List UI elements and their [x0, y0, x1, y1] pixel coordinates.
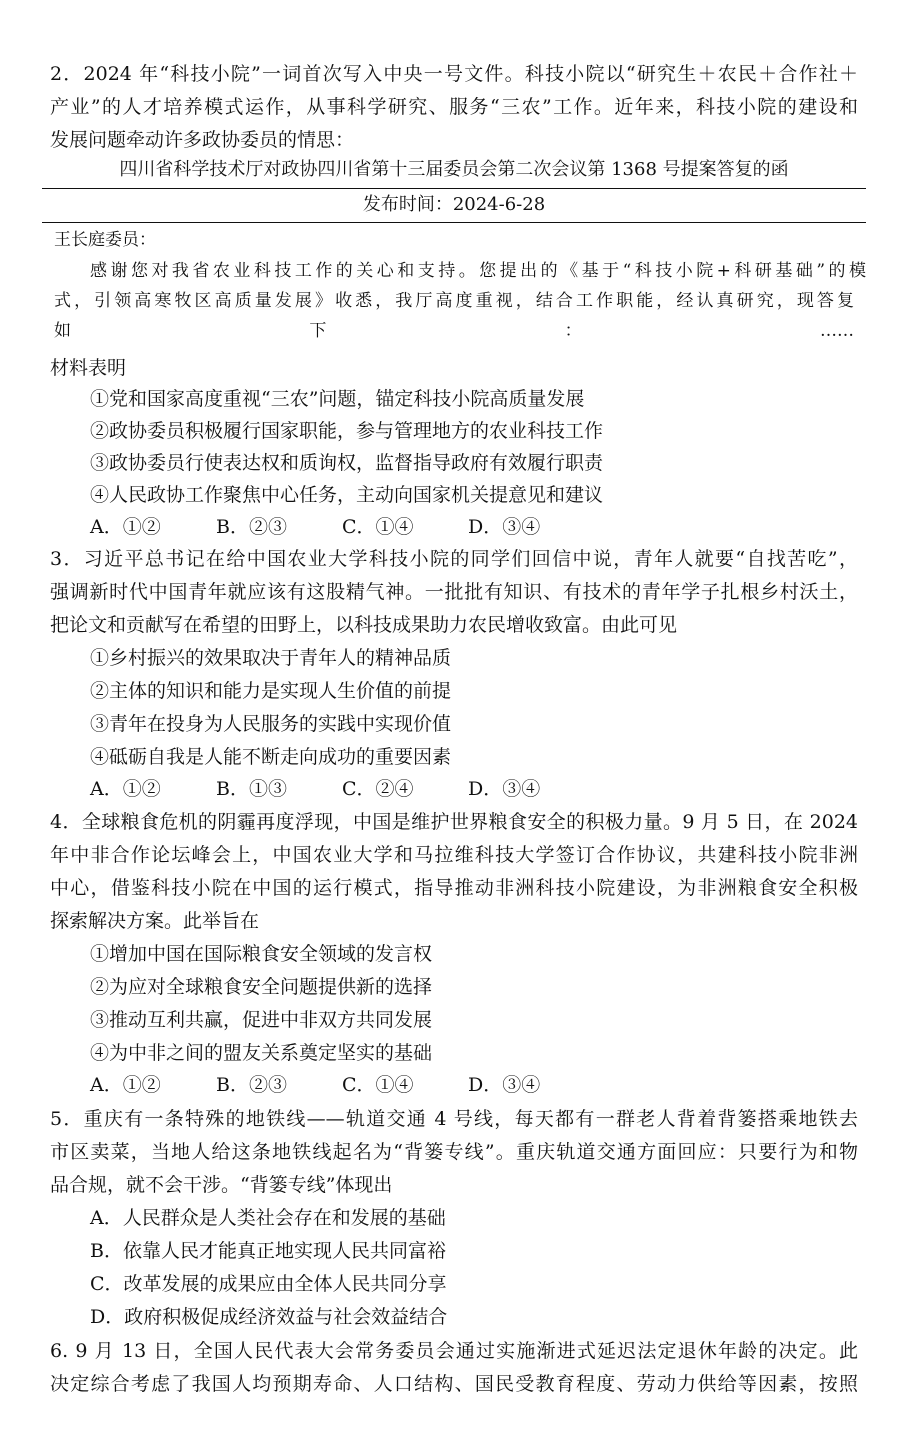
q2-option-2: ②政协委员积极履行国家职能，参与管理地方的农业科技工作	[90, 420, 604, 442]
q4-stem-line-4: 探索解决方案。此举旨在	[50, 910, 260, 932]
reply-letter-date: 发布时间：2024-6-28	[362, 194, 546, 215]
q5-option-c[interactable]: C．改革发展的成果应由全体人民共同分享	[90, 1273, 447, 1295]
q3-choice-a[interactable]: A．①②	[90, 778, 161, 800]
q2-lead: 材料表明	[50, 357, 127, 379]
q3-option-3: ③青年在投身为人民服务的实践中实现价值	[90, 713, 452, 735]
q3-stem-line-3: 把论文和贡献写在希望的田野上，以科技成果助力农民增收致富。由此可见	[50, 614, 678, 636]
q2-choices	[90, 511, 594, 543]
letter-body-line-1: 感谢您对我省农业科技工作的关心和支持。您提出的《基于“科技小院+科研基础”的模	[90, 261, 866, 281]
q4-option-4: ④为中非之间的盟友关系奠定坚实的基础	[90, 1042, 433, 1064]
q5-option-a[interactable]: A．人民群众是人类社会存在和发展的基础	[90, 1207, 446, 1229]
q5-stem-line-3: 品合规，就不会干涉。“背篓专线”体现出	[50, 1174, 393, 1196]
q2-option-4: ④人民政协工作聚焦中心任务，主动向国家机关提意见和建议	[90, 484, 604, 506]
q4-option-1: ①增加中国在国际粮食安全领域的发言权	[90, 943, 433, 965]
divider-bottom	[42, 222, 866, 223]
q5-stem-line-2: 市区卖菜，当地人给这条地铁线起名为“背篓专线”。重庆轨道交通方面回应：只要行为和物	[50, 1141, 858, 1163]
q4-choices	[90, 1069, 594, 1101]
q2-option-1: ①党和国家高度重视“三农”问题，锚定科技小院高质量发展	[90, 388, 585, 410]
q4-choice-b[interactable]: B．②③	[216, 1074, 287, 1096]
q4-stem-line-1: 4．全球粮食危机的阴霾再度浮现，中国是维护世界粮食安全的积极力量。9 月 5 日，在 2024	[50, 811, 858, 833]
reply-letter-title: 四川省科学技术厅对政协四川省第十三届委员会第二次会议第 1368 号提案答复的函	[119, 159, 789, 180]
q4-choice-c[interactable]: C．①④	[342, 1074, 414, 1096]
q3-option-1: ①乡村振兴的效果取决于青年人的精神品质	[90, 647, 452, 669]
q3-choice-c[interactable]: C．②④	[342, 778, 414, 800]
q2-stem-line-2: 产业”的人才培养模式运作，从事科学研究、服务“三农”工作。近年来，科技小院的建设和	[50, 96, 858, 118]
letter-body-line-3: 如下：……	[54, 321, 854, 341]
q3-choice-b[interactable]: B．①③	[216, 778, 287, 800]
q3-choice-d[interactable]: D．③④	[468, 778, 541, 800]
q2-choice-b[interactable]: B．②③	[216, 516, 287, 538]
q6-stem-line-1: 6. 9 月 13 日，全国人民代表大会常务委员会通过实施渐进式延迟法定退休年龄的决定。此	[50, 1340, 858, 1362]
q2-choice-c[interactable]: C．①④	[342, 516, 414, 538]
q2-stem-line-1: 2．2024 年“科技小院”一词首次写入中央一号文件。科技小院以“研究生＋农民＋合作社＋	[50, 63, 858, 85]
q5-option-b[interactable]: B．依靠人民才能真正地实现人民共同富裕	[90, 1240, 446, 1262]
q3-stem-line-2: 强调新时代中国青年就应该有这股精气神。一批批有知识、有技术的青年学子扎根乡村沃土，	[50, 581, 858, 603]
q3-option-2: ②主体的知识和能力是实现人生价值的前提	[90, 680, 452, 702]
letter-salutation: 王长庭委员：	[54, 230, 156, 250]
q3-stem-line-1: 3．习近平总书记在给中国农业大学科技小院的同学们回信中说，青年人就要“自找苦吃”，	[50, 548, 858, 570]
divider-top	[42, 188, 866, 189]
q6-stem-line-2: 决定综合考虑了我国人均预期寿命、人口结构、国民受教育程度、劳动力供给等因素，按照	[50, 1373, 858, 1395]
q2-choice-d[interactable]: D．③④	[468, 516, 541, 538]
q4-option-2: ②为应对全球粮食安全问题提供新的选择	[90, 976, 433, 998]
q2-option-3: ③政协委员行使表达权和质询权，监督指导政府有效履行职责	[90, 452, 604, 474]
q2-choice-a[interactable]: A．①②	[90, 516, 161, 538]
q4-choice-a[interactable]: A．①②	[90, 1074, 161, 1096]
q5-option-d[interactable]: D．政府积极促成经济效益与社会效益结合	[90, 1306, 448, 1328]
q5-stem-line-1: 5．重庆有一条特殊的地铁线——轨道交通 4 号线，每天都有一群老人背着背篓搭乘地铁去	[50, 1108, 858, 1130]
q3-option-4: ④砥砺自我是人能不断走向成功的重要因素	[90, 746, 452, 768]
q2-stem-line-3: 发展问题牵动许多政协委员的情思：	[50, 129, 355, 151]
q4-choice-d[interactable]: D．③④	[468, 1074, 541, 1096]
letter-body-line-2: 式，引领高寒牧区高质量发展》收悉，我厅高度重视，结合工作职能，经认真研究，现答复	[54, 291, 854, 311]
q3-choices	[90, 773, 594, 805]
q4-stem-line-3: 中心，借鉴科技小院在中国的运行模式，指导推动非洲科技小院建设，为非洲粮食安全积极	[50, 877, 858, 899]
q4-stem-line-2: 年中非合作论坛峰会上，中国农业大学和马拉维科技大学签订合作协议，共建科技小院非洲	[50, 844, 858, 866]
q4-option-3: ③推动互利共赢，促进中非双方共同发展	[90, 1009, 433, 1031]
